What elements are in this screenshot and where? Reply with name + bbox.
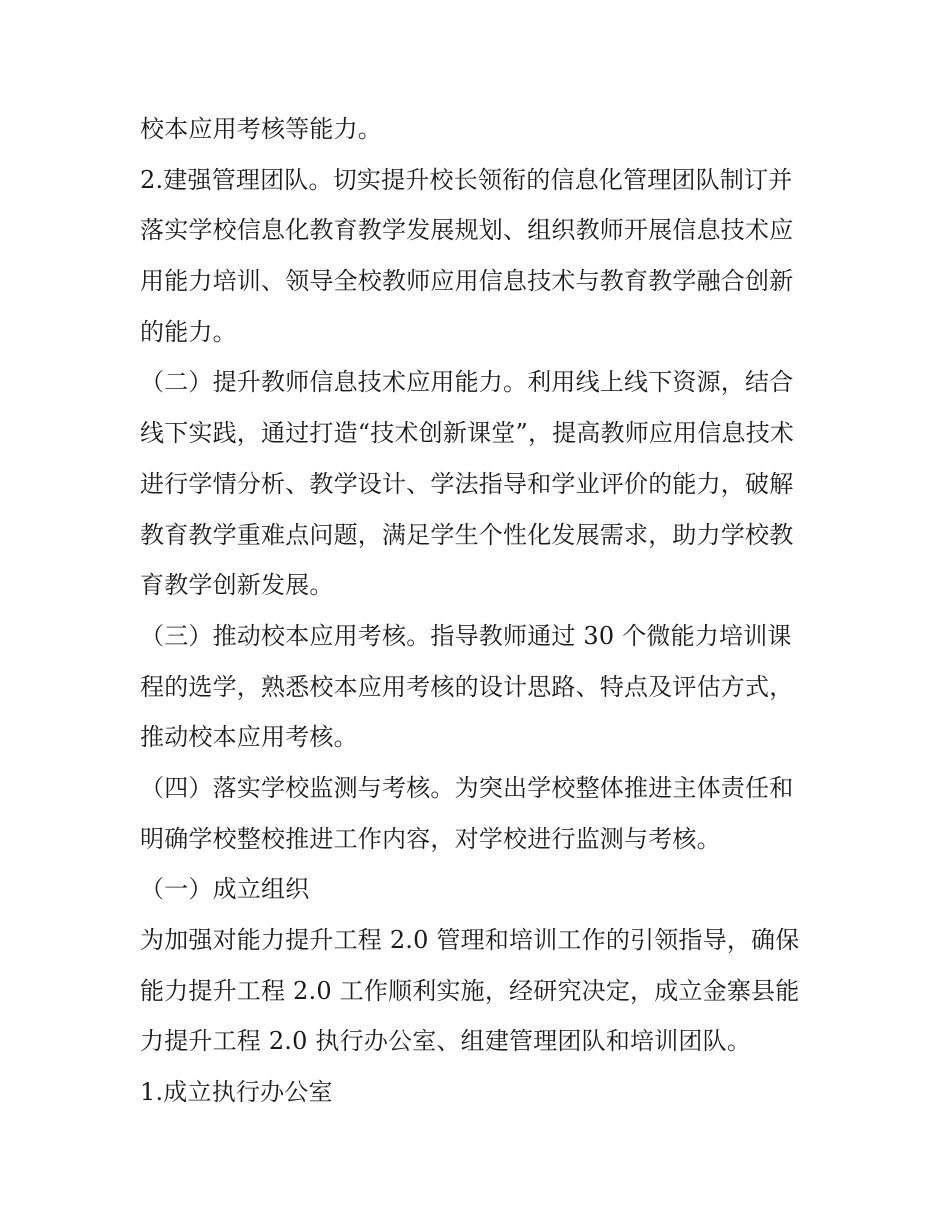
text-line-15: 明确学校整校推进工作内容，对学校进行监测与考核。 (140, 824, 721, 853)
text-line-2: 2.建强管理团队。切实提升校长领衔的信息化管理团队制订并 (140, 165, 793, 194)
text-line-9: 教育教学重难点问题，满足学生个性化发展需求，助力学校教 (140, 520, 794, 549)
text-line-5: 的能力。 (140, 317, 237, 346)
document-body (140, 104, 820, 1118)
text-line-3: 落实学校信息化教育教学发展规划、组织教师开展信息技术应 (140, 216, 794, 245)
text-line-14: （四）落实学校监测与考核。为突出学校整体推进主体责任和 (140, 773, 794, 802)
text-line-4: 用能力培训、领导全校教师应用信息技术与教育教学融合创新 (140, 267, 794, 296)
text-line-18: 能力提升工程 2.0 工作顺利实施，经研究决定，成立金寨县能 (140, 976, 800, 1005)
text-line-17: 为加强对能力提升工程 2.0 管理和培训工作的引领指导，确保 (140, 926, 800, 954)
text-line-11: （三）推动校本应用考核。指导教师通过 30 个微能力培训课 (140, 621, 792, 650)
text-line-19: 力提升工程 2.0 执行办公室、组建管理团队和培训团队。 (140, 1027, 752, 1056)
text-line-13: 推动校本应用考核。 (140, 723, 358, 752)
text-line-12: 程的选学，熟悉校本应用考核的设计思路、特点及评估方式， (140, 672, 794, 701)
text-line-20: 1.成立执行办公室 (140, 1078, 333, 1107)
text-line-16: （一）成立组织 (140, 875, 310, 904)
text-line-1: 校本应用考核等能力。 (140, 115, 382, 143)
text-line-10: 育教学创新发展。 (140, 571, 334, 600)
text-line-8: 进行学情分析、教学设计、学法指导和学业评价的能力，破解 (140, 469, 794, 498)
text-line-7: 线下实践，通过打造“技术创新课堂”，提高教师应用信息技术 (140, 419, 795, 448)
text-line-6: （二）提升教师信息技术应用能力。利用线上线下资源，结合 (140, 368, 794, 397)
